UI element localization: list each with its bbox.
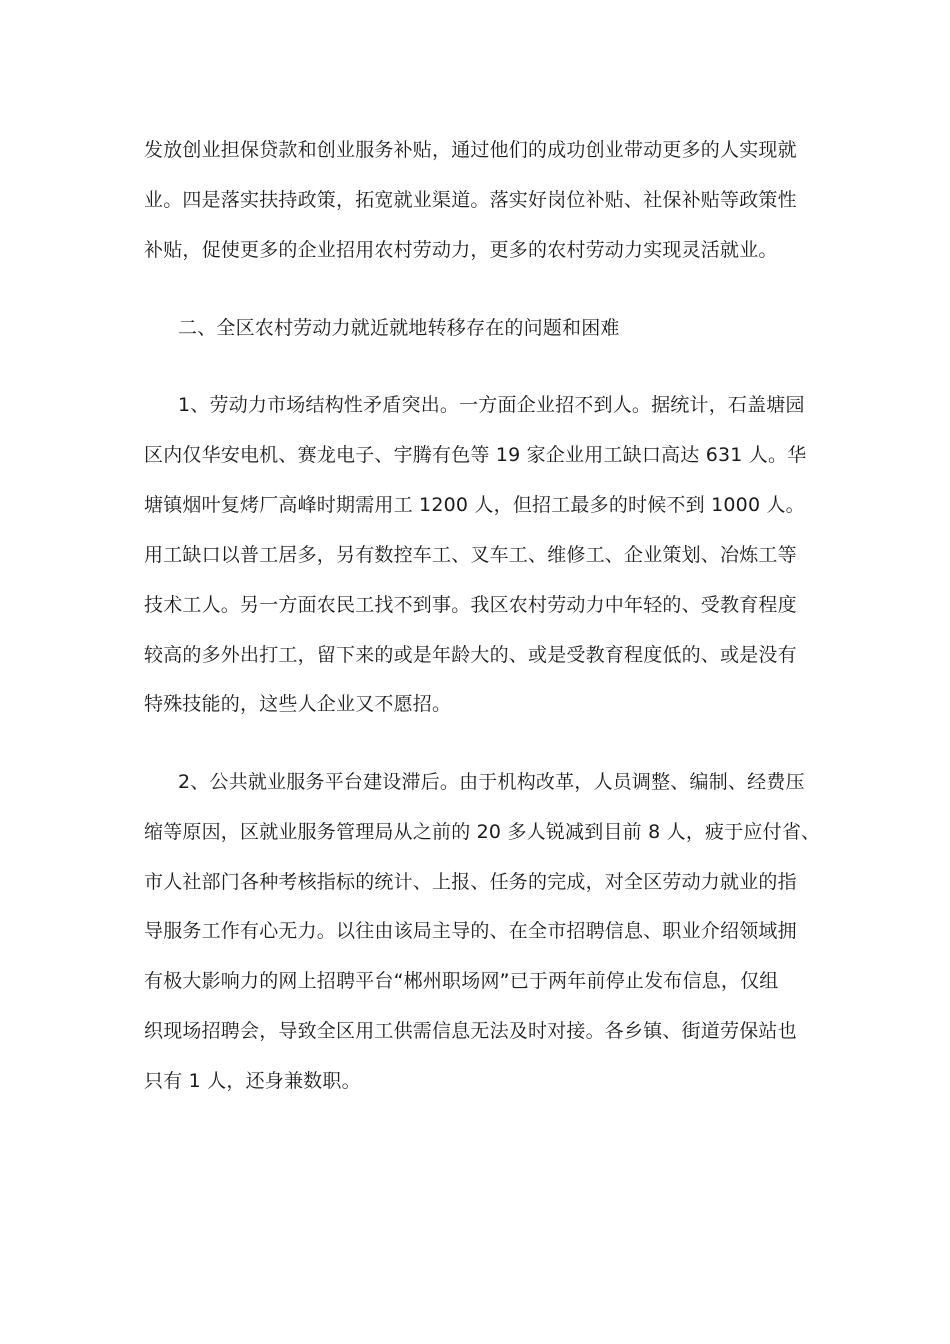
paragraph-line: 导服务工作有心无力。以往由该局主导的、在全市招聘信息、职业介绍领域拥 [144, 920, 797, 942]
paragraph-line: 补贴，促使更多的企业招用农村劳动力，更多的农村劳动力实现灵活就业。 [144, 239, 778, 261]
section-heading: 二、全区农村劳动力就近就地转移存在的问题和困难 [178, 317, 620, 339]
paragraph-line: 1、劳动力市场结构性矛盾突出。一方面企业招不到人。据统计，石盖塘园 [178, 394, 805, 416]
paragraph-line: 用工缺口以普工居多，另有数控车工、叉车工、维修工、企业策划、冶炼工等 [144, 544, 797, 566]
paragraph-line: 较高的多外出打工，留下来的或是年龄大的、或是受教育程度低的、或是没有 [144, 644, 797, 666]
paragraph-line: 特殊技能的，这些人企业又不愿招。 [144, 693, 452, 715]
paragraph-line: 缩等原因，区就业服务管理局从之前的 20 多人锐减到目前 8 人，疲于应付省、 [144, 821, 821, 843]
paragraph-line: 只有 1 人，还身兼数职。 [144, 1070, 361, 1092]
paragraph-line: 业。四是落实扶持政策，拓宽就业渠道。落实好岗位补贴、社保补贴等政策性 [144, 189, 797, 211]
paragraph-line: 市人社部门各种考核指标的统计、上报、任务的完成，对全区劳动力就业的指 [144, 871, 797, 893]
paragraph-line: 发放创业担保贷款和创业服务补贴，通过他们的成功创业带动更多的人实现就 [144, 139, 797, 161]
paragraph-line: 区内仅华安电机、赛龙电子、宇腾有色等 19 家企业用工缺口高达 631 人。华 [144, 444, 807, 466]
paragraph-line: 织现场招聘会，导致全区用工供需信息无法及时对接。各乡镇、街道劳保站也 [144, 1020, 797, 1042]
paragraph-line: 塘镇烟叶复烤厂高峰时期需用工 1200 人，但招工最多的时候不到 1000 人。 [144, 494, 805, 516]
paragraph-line: 2、公共就业服务平台建设滞后。由于机构改革，人员调整、编制、经费压 [178, 771, 805, 793]
paragraph-line: 有极大影响力的网上招聘平台“郴州职场网”已于两年前停止发布信息，仅组 [144, 970, 779, 992]
paragraph-line: 技术工人。另一方面农民工找不到事。我区农村劳动力中年轻的、受教育程度 [144, 594, 797, 616]
